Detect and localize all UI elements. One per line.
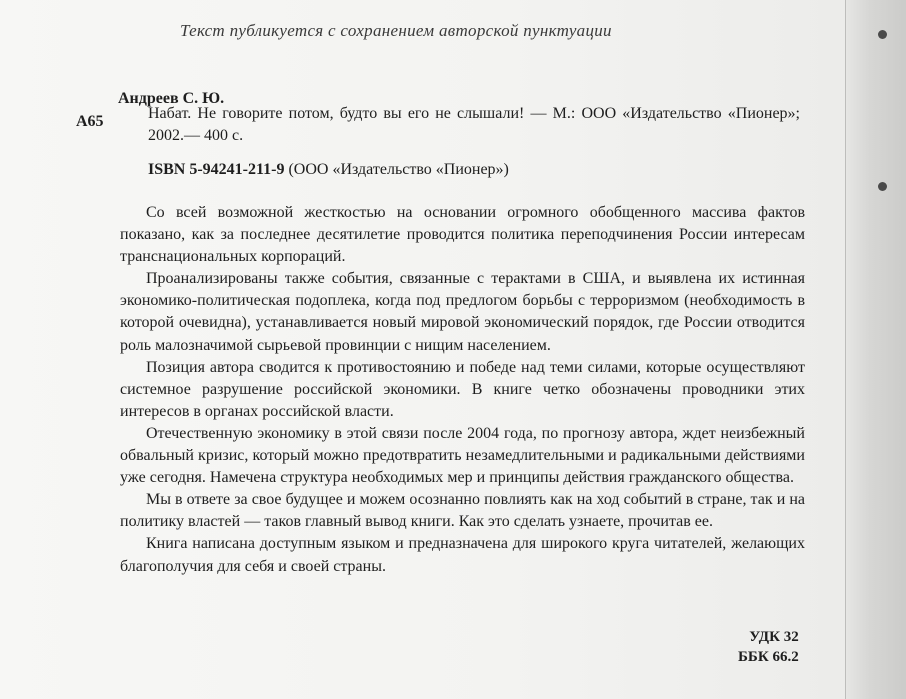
bbk-code: ББК 66.2 (738, 649, 799, 665)
annotation-paragraph: Проанализированы также события, связанные с терактами в США, и выявлена их истинная экономико-политическая подоплека, когда под предлогом борьбы с терроризмом (необходимость в которой очевидна), устанавливается новый мировой экономический порядок, где России отводится роль малозначимой сырьевой провинции с нищим населением. (120, 270, 805, 354)
library-classification (738, 627, 799, 667)
isbn-number: ISBN 5-94241-211-9 (148, 161, 285, 178)
classification-code: А65 (76, 113, 104, 130)
annotation-text (120, 202, 805, 578)
udk-code: УДК 32 (749, 629, 799, 645)
binding-hole (878, 182, 887, 191)
page-binding-edge (845, 0, 906, 699)
isbn-line (148, 161, 509, 179)
annotation-paragraph: Мы в ответе за свое будущее и можем осознанно повлиять как на ход событий в стране, так и на политику властей — таков главный вывод книги. Как это сделать узнаете, прочитав ее. (120, 491, 805, 531)
author-name: Андреев С. Ю. (118, 90, 225, 107)
isbn-publisher: (ООО «Издательство «Пионер») (288, 161, 509, 178)
punctuation-notice: Текст публикуется с сохранением авторской пунктуации (180, 21, 612, 40)
binding-hole (878, 30, 887, 39)
annotation-paragraph: Позиция автора сводится к противостоянию и победе над теми силами, которые осуществляют системное разрушение российской экономики. В книге четко обозначены проводники этих интересов в органах российской власти. (120, 358, 805, 420)
annotation-paragraph: Отечественную экономику в этой связи после 2004 года, по прогнозу автора, ждет неизбежный обвальный кризис, который можно предотвратить незамедлительными и радикальными действиями уже сегодня. Намечена структура необходимых мер и принципы действия гражданского общества. (120, 424, 805, 487)
annotation-paragraph: Книга написана доступным языком и предназначена для широкого круга читателей, желающих благополучия для себя и своей страны. (120, 535, 805, 575)
bibliographic-record: Набат. Не говорите потом, будто вы его не слышали! — М.: ООО «Издательство «Пионер»; 2002.— 400 с. (148, 105, 800, 144)
annotation-paragraph: Со всей возможной жесткостью на основании огромного обобщенного массива фактов показано, как за последнее десятилетие проводится политика переподчинения России интересам транснациональных корпораций. (120, 204, 805, 266)
